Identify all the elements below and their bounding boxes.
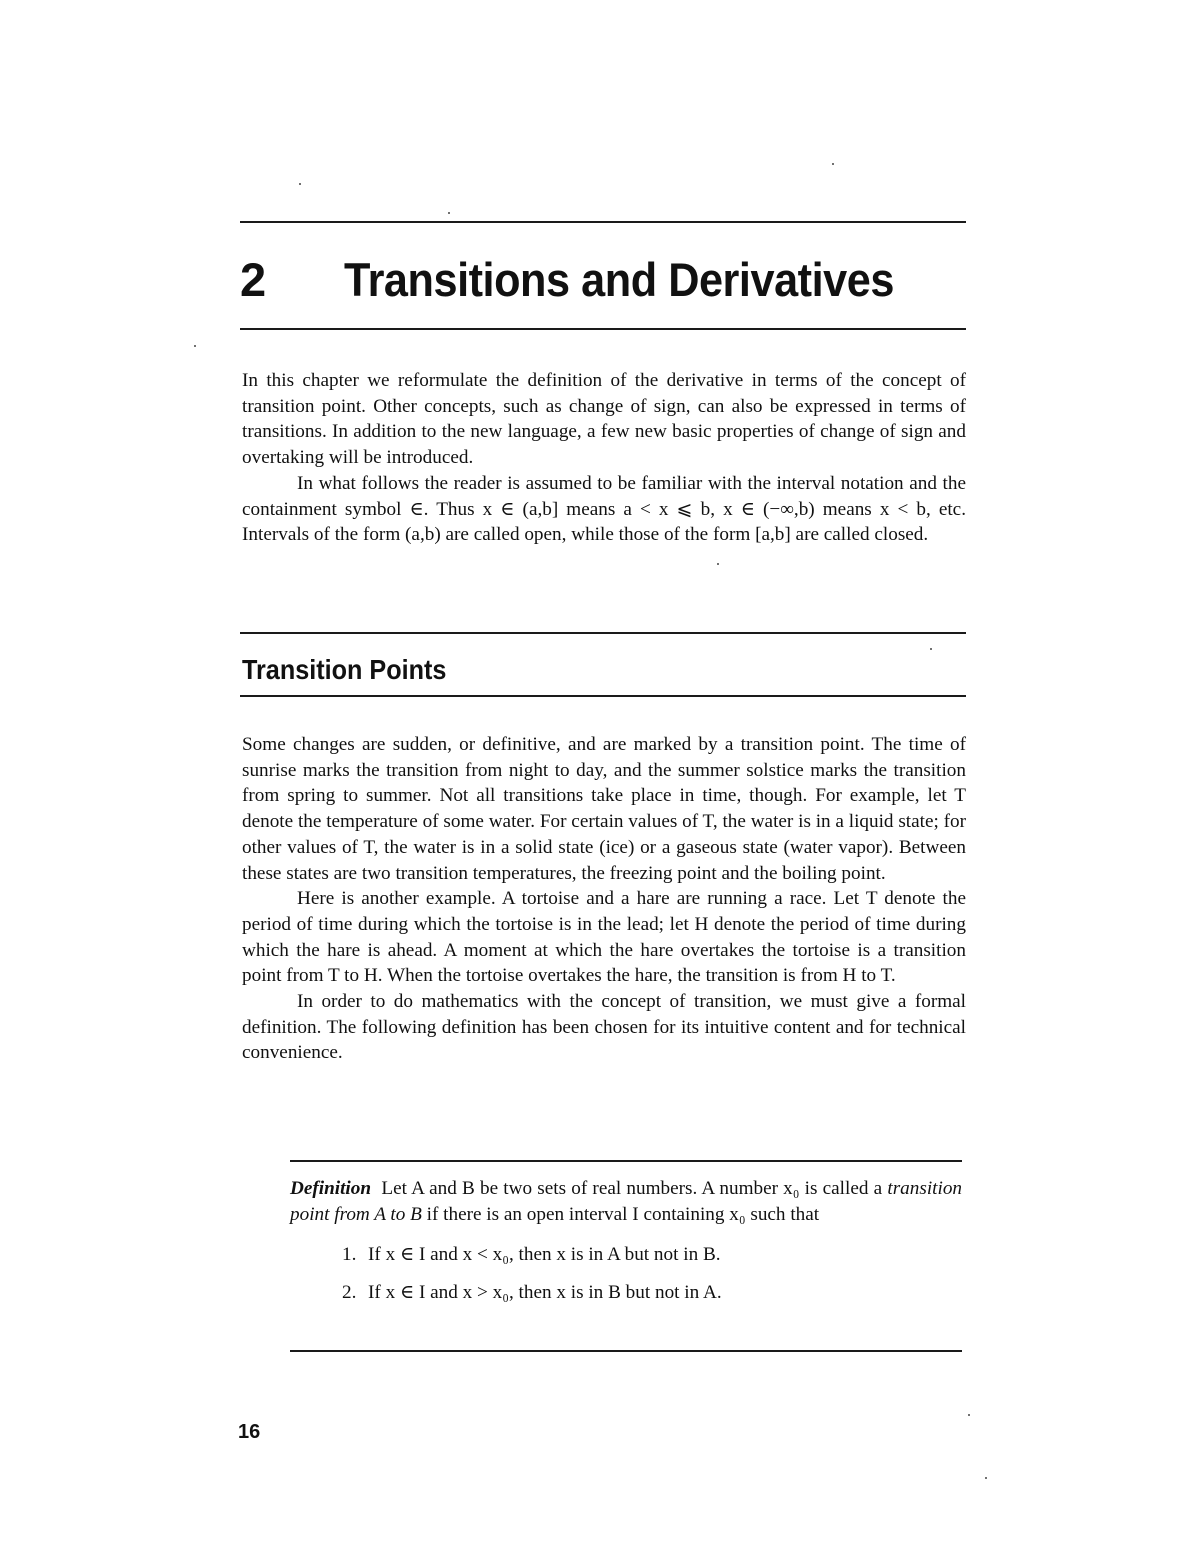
condition-number: 1.	[342, 1244, 357, 1266]
section-top-rule	[240, 632, 966, 634]
chapter-bottom-rule	[240, 328, 966, 330]
definition-text: Let A and B be two sets of real numbers. A number x₀ is called a	[381, 1178, 888, 1199]
definition-term: transition point from A to B	[290, 1178, 963, 1225]
section-title: Transition Points	[242, 654, 447, 685]
scan-speck	[832, 163, 834, 165]
scan-speck	[968, 1414, 970, 1416]
definition-label: Definition	[290, 1178, 372, 1199]
scan-speck	[717, 563, 719, 565]
scan-speck	[930, 648, 932, 650]
scan-speck	[194, 345, 196, 347]
definition-statement	[290, 1176, 962, 1227]
definition-text: if there is an open interval I containing x₀ such that	[421, 1203, 820, 1225]
section-paragraph: Some changes are sudden, or definitive, and are marked by a transition point. The time of sunrise marks the transition from night to day, and the summer solstice marks the transition from spring to summer. Not all transitions take place in time, though. For example, let T denote the temperature of some water. For certain values of T, the water is in a liquid state; for other values of T, the water is in a solid state (ice) or a gaseous state (water vapor). Between these states are two transition temperatures, the freezing point and the boiling point.	[242, 734, 966, 884]
section-paragraph: In order to do mathematics with the concept of transition, we must give a formal definition. The following definition has been chosen for its intuitive content and for technical convenience.	[242, 991, 966, 1064]
chapter-heading	[240, 248, 970, 312]
section-paragraph: Here is another example. A tortoise and a hare are running a race. Let T denote the period of time during which the tortoise is in the lead; let H denote the period of time during which the hare is ahead. A moment at which the hare overtakes the tortoise is a transition point from T to H. When the tortoise overtakes the hare, the transition is from H to T.	[242, 888, 966, 987]
definition-bottom-rule	[290, 1350, 962, 1352]
definition-condition	[342, 1280, 962, 1306]
definition-top-rule	[290, 1160, 962, 1162]
section-bottom-rule	[240, 695, 966, 697]
definition-conditions	[290, 1242, 962, 1305]
scan-speck	[985, 1477, 987, 1479]
chapter-top-rule	[240, 221, 966, 223]
definition-box	[290, 1176, 962, 1318]
condition-text: If x ∈ I and x < x₀, then x is in A but not in B.	[368, 1244, 721, 1266]
section-body	[242, 732, 966, 1066]
scan-speck	[448, 212, 450, 214]
intro-paragraph: In what follows the reader is assumed to be familiar with the interval notation and the containment symbol ∈. Thus x ∈ (a,b] means a < x ⩽ b, x ∈ (−∞,b) means x < b, etc. Intervals of the form (a,b) are called open, while those of the form [a,b] are called closed.	[242, 472, 966, 546]
condition-number: 2.	[342, 1282, 357, 1304]
chapter-intro	[242, 368, 966, 548]
scan-speck	[299, 183, 301, 185]
condition-text: If x ∈ I and x > x₀, then x is in B but not in A.	[368, 1282, 722, 1304]
chapter-title: Transitions and Derivatives	[344, 253, 894, 306]
intro-paragraph: In this chapter we reformulate the definition of the derivative in terms of the concept of transition point. Other concepts, such as change of sign, can also be expressed in terms of transitions. In addition to the new language, a few new basic properties of change of sign and overtaking will be introduced.	[242, 370, 966, 469]
page-number: 16	[238, 1421, 261, 1443]
definition-condition	[342, 1242, 962, 1268]
chapter-number: 2	[240, 253, 266, 306]
